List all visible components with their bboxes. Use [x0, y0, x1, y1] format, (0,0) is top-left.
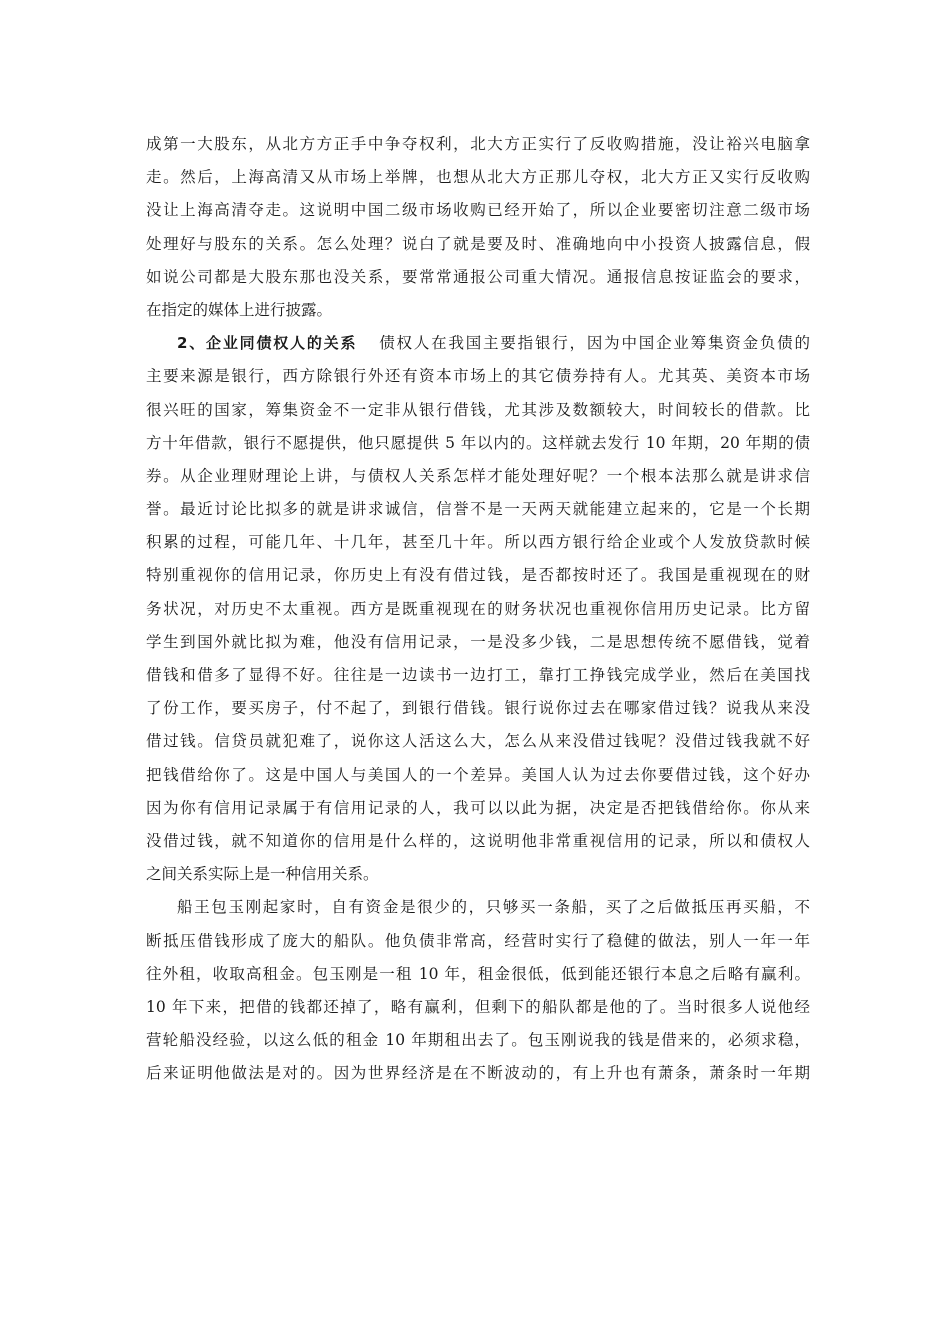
text-line: 主要来源是银行，西方除银行外还有资本市场上的其它债券持有人。尤其英、美资本市场: [146, 367, 810, 386]
text-line: 学生到国外就比拟为难，他没有信用记录，一是没多少钱，二是思想传统不愿借钱，觉着: [146, 632, 810, 651]
paragraph-shipping-king: [146, 891, 810, 1090]
text-line: 券。从企业理财理论上讲，与债权人关系怎样才能处理好呢？一个根本法那么就是讲求信: [146, 466, 810, 485]
document-body: [146, 128, 810, 1090]
text-line: 10 年下来，把借的钱都还掉了，略有赢利，但剩下的船队都是他的了。当时很多人说他经: [146, 997, 810, 1016]
section-heading: 2、企业同债权人的关系: [177, 334, 358, 353]
text-line: 因为你有信用记录属于有信用记录的人，我可以以此为据，决定是否把钱借给你。你从来: [146, 798, 810, 817]
paragraph-creditors: [146, 327, 810, 891]
text-line: 誉。最近讨论比拟多的就是讲求诚信，信誉不是一天两天就能建立起来的，它是一个长期: [146, 500, 810, 519]
text-line: 往外租，收取高租金。包玉刚是一租 10 年，租金很低，低到能还银行本息之后略有赢利。: [146, 964, 810, 983]
text-line: 很兴旺的国家，筹集资金不一定非从银行借钱，尤其涉及数额较大，时间较长的借款。比: [146, 400, 810, 419]
text-line: 务状况，对历史不太重视。西方是既重视现在的财务状况也重视你信用历史记录。比方留: [146, 599, 810, 618]
text-line: 走。然后，上海高清又从市场上举牌，也想从北大方正那儿夺权，北大方正又实行反收购: [146, 168, 810, 187]
text-line: 成第一大股东，从北方方正手中争夺权利，北大方正实行了反收购措施，没让裕兴电脑拿: [146, 135, 810, 153]
text-line: 后来证明他做法是对的。因为世界经济是在不断波动的，有上升也有萧条，萧条时一年期: [146, 1064, 810, 1083]
section-heading-line: [146, 327, 810, 360]
text-line: 了份工作，要买房子，付不起了，到银行借钱。银行说你过去在哪家借过钱？说我从来没: [146, 699, 810, 718]
text-line: 船王包玉刚起家时，自有资金是很少的，只够买一条船，买了之后做抵压再买船，不: [177, 898, 810, 917]
text-line: 借钱和借多了显得不好。往往是一边读书一边打工，靠打工挣钱完成学业，然后在美国找: [146, 666, 810, 684]
text-line: 没让上海高清夺走。这说明中国二级市场收购已经开始了，所以企业要密切注意二级市场: [146, 201, 810, 220]
text-line: 在指定的媒体上进行披露。: [146, 300, 333, 319]
text-line: 特别重视你的信用记录，你历史上有没有借过钱，是否都按时还了。我国是重视现在的财: [146, 566, 810, 585]
text-line: 债权人在我国主要指银行，因为中国企业筹集资金负债的: [379, 334, 810, 353]
text-line: 把钱借给你了。这是中国人与美国人的一个差异。美国人认为过去你要借过钱，这个好办: [146, 765, 810, 784]
text-line: 没借过钱，就不知道你的信用是什么样的，这说明他非常重视信用的记录，所以和债权人: [146, 831, 810, 850]
paragraph-shareholders: [146, 128, 810, 327]
text-line: 营轮船没经验，以这么低的租金 10 年期租出去了。包玉刚说我的钱是借来的，必须求稳，: [146, 1031, 810, 1050]
text-line: 方十年借款，银行不愿提供，他只愿提供 5 年以内的。这样就去发行 10 年期，20 年期的债: [146, 433, 810, 452]
text-line: 断抵压借钱形成了庞大的船队。他负债非常高，经营时实行了稳健的做法，别人一年一年: [146, 931, 810, 950]
text-line: 处理好与股东的关系。怎么处理？说白了就是要及时、准确地向中小投资人披露信息，假: [146, 234, 810, 253]
text-line: 之间关系实际上是一种信用关系。: [146, 865, 379, 884]
text-line: 如说公司都是大股东那也没关系，要常常通报公司重大情况。通报信息按证监会的要求，: [146, 267, 810, 286]
text-line: 积累的过程，可能几年、十几年，甚至几十年。所以西方银行给企业或个人发放贷款时候: [146, 533, 810, 552]
text-line: 借过钱。信贷员就犯难了，说你这人活这么大，怎么从来没借过钱呢？没借过钱我就不好: [146, 732, 810, 751]
